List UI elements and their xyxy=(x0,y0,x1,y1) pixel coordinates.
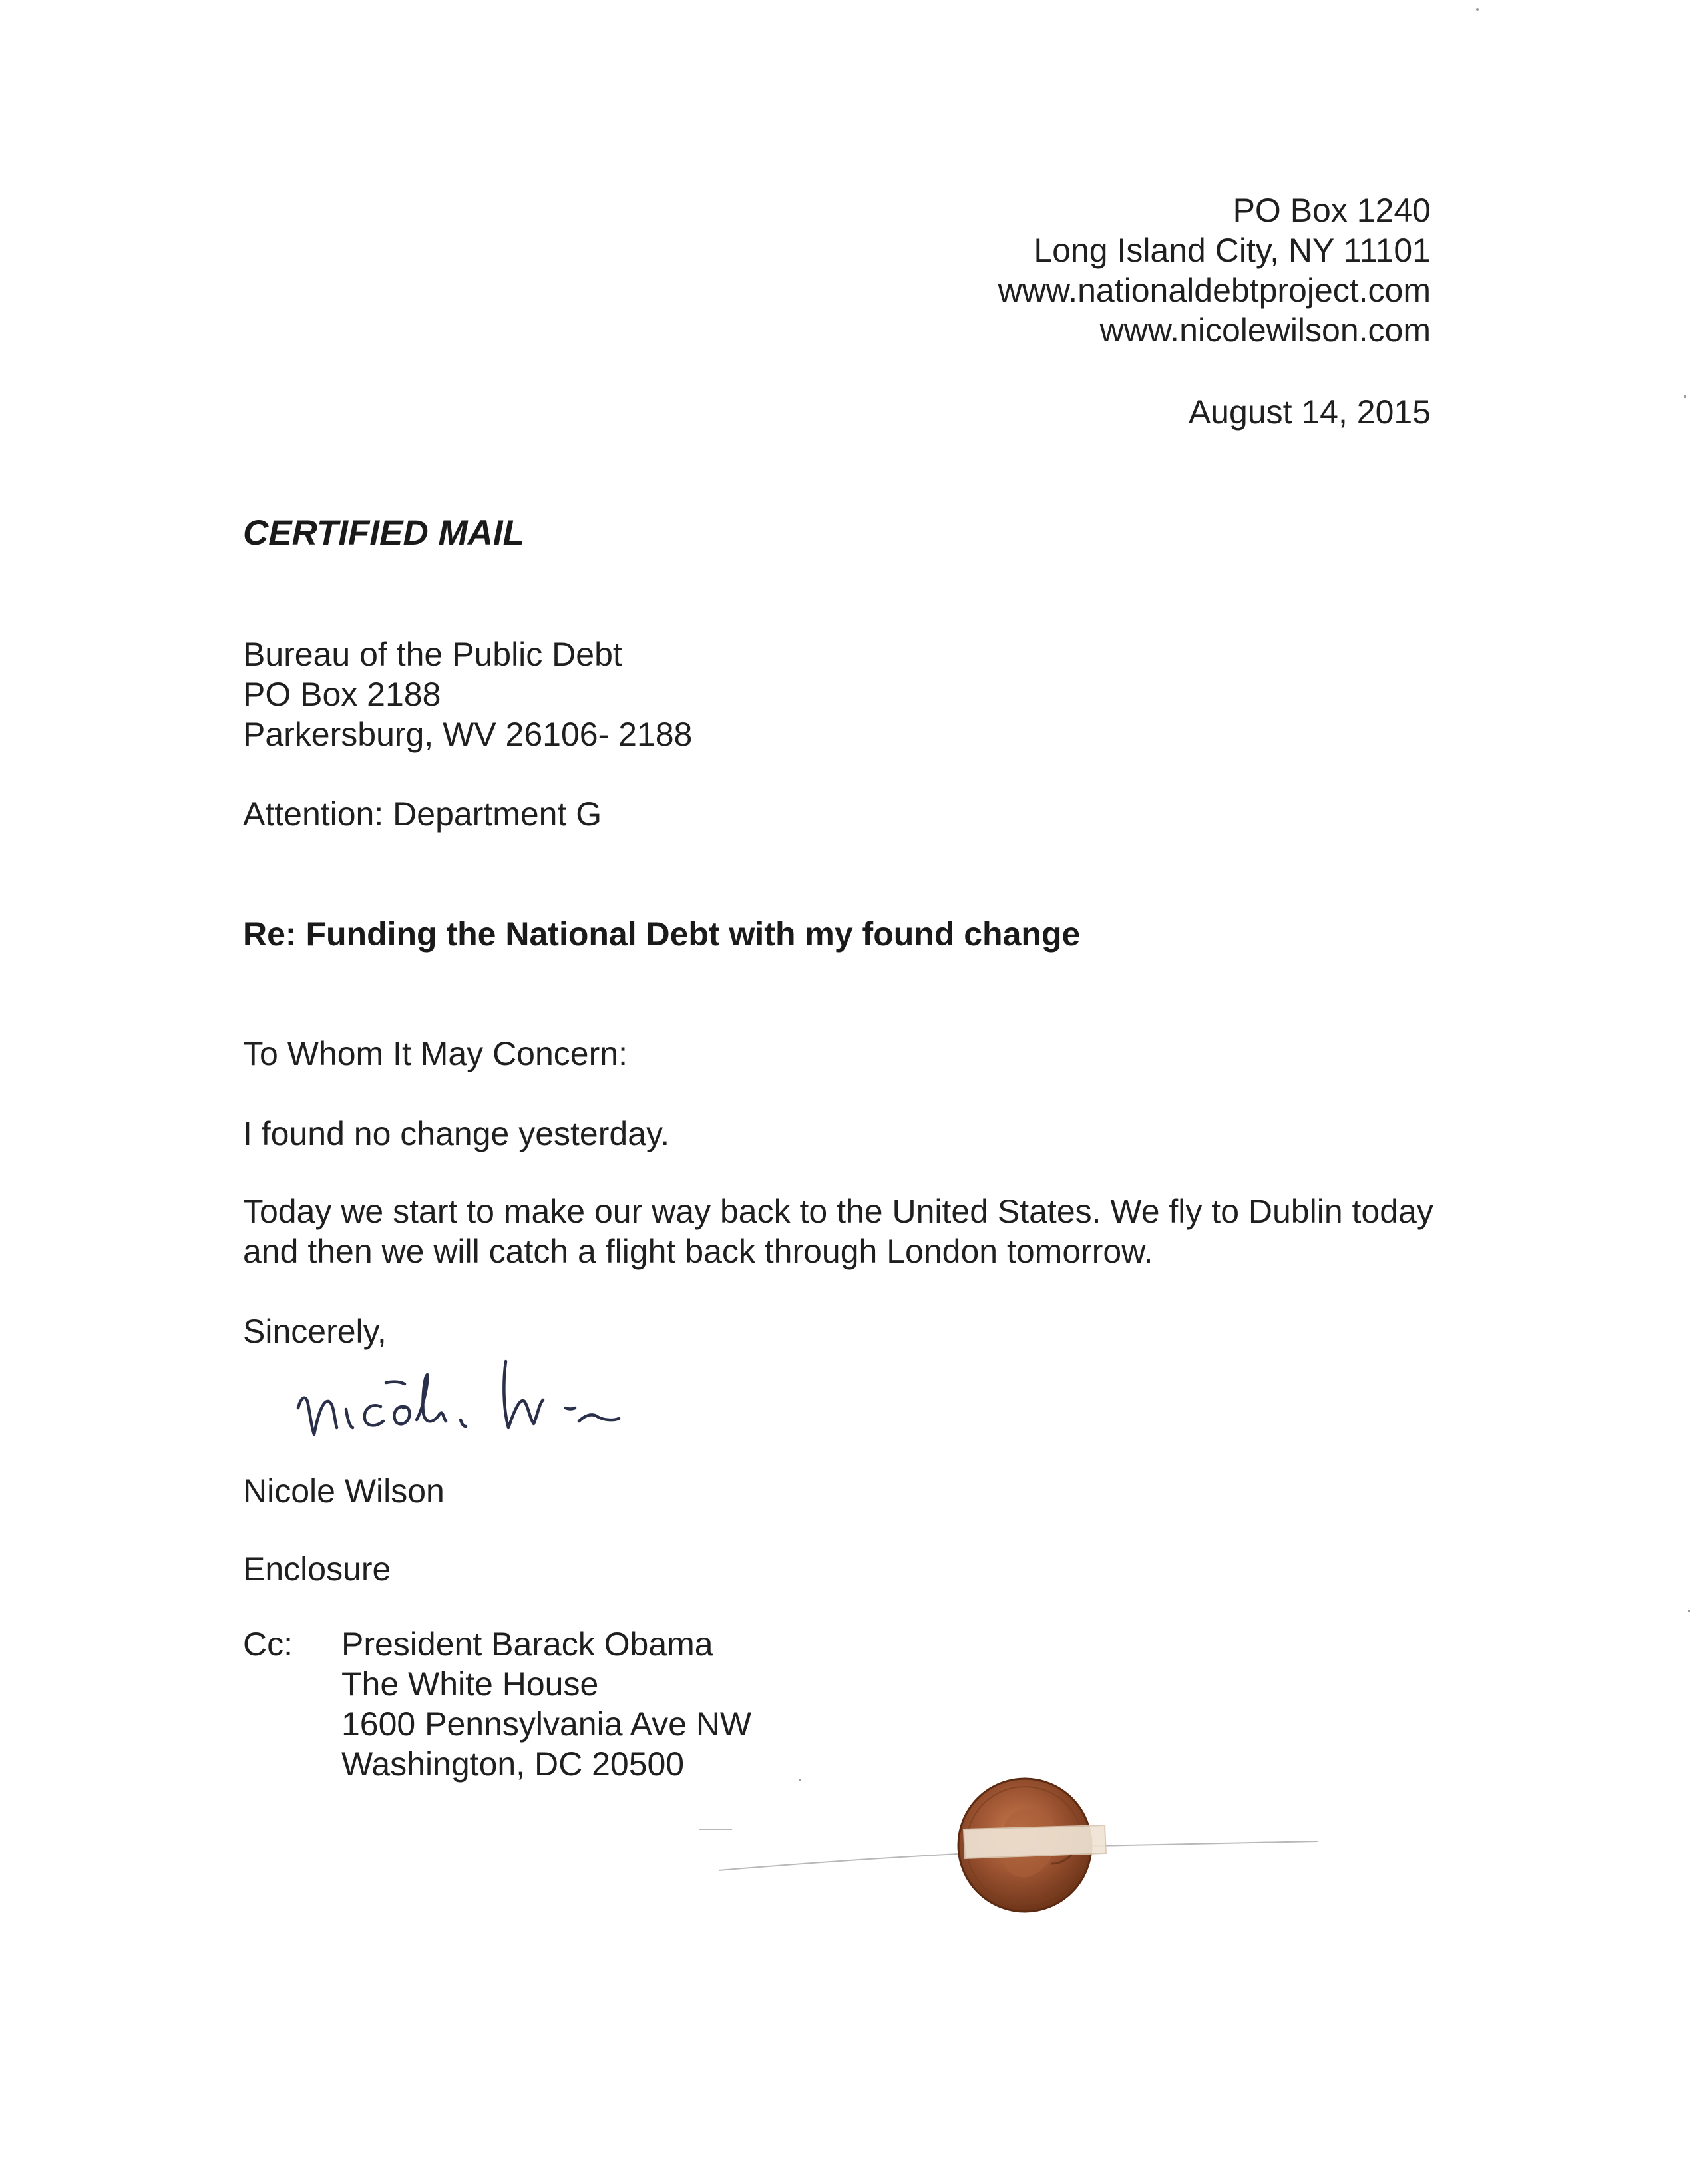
recipient-po-box: PO Box 2188 xyxy=(243,676,441,713)
recipient-name: Bureau of the Public Debt xyxy=(243,636,622,673)
recipient-address xyxy=(243,634,692,754)
scan-speck xyxy=(1688,1610,1690,1612)
handwritten-signature xyxy=(286,1335,699,1454)
cc-label: Cc: xyxy=(243,1626,293,1663)
paragraph-2-line-2: and then we will catch a flight back through London tomorrow. xyxy=(243,1233,1153,1270)
closing-text: Sincerely, xyxy=(243,1313,387,1350)
cc-org: The White House xyxy=(341,1665,599,1703)
paragraph-1-text: I found no change yesterday. xyxy=(243,1115,670,1152)
scan-speck xyxy=(1476,8,1479,11)
signer-name: Nicole Wilson xyxy=(243,1472,445,1510)
sender-website-1: www.nationaldebtproject.com xyxy=(998,272,1431,309)
sender-website-2: www.nicolewilson.com xyxy=(1099,312,1431,349)
sender-address xyxy=(998,190,1431,350)
body-paragraph-2 xyxy=(243,1192,1433,1271)
body-paragraph-1 xyxy=(243,1114,669,1154)
scan-speck xyxy=(799,1779,801,1781)
cc-address xyxy=(341,1624,751,1784)
sender-po-box: PO Box 1240 xyxy=(1232,192,1431,229)
scan-speck xyxy=(1684,395,1686,398)
taped-penny xyxy=(692,1764,1344,1924)
salutation xyxy=(243,1034,628,1074)
attention-text: Attention: Department G xyxy=(243,795,602,833)
cc-city: Washington, DC 20500 xyxy=(341,1745,685,1783)
letter-date: August 14, 2015 xyxy=(1188,393,1431,431)
recipient-city: Parkersburg, WV 26106- 2188 xyxy=(243,716,693,753)
sender-city: Long Island City, NY 11101 xyxy=(1034,232,1431,269)
cc-name: President Barack Obama xyxy=(341,1626,713,1663)
enclosure-text: Enclosure xyxy=(243,1550,391,1588)
enclosure-block xyxy=(243,1549,391,1589)
certified-mail-heading: CERTIFIED MAIL xyxy=(243,513,525,552)
cc-street: 1600 Pennsylvania Ave NW xyxy=(341,1705,752,1743)
attention-line xyxy=(243,794,602,834)
paragraph-2-line-1: Today we start to make our way back to the United States. We fly to Dublin today xyxy=(243,1193,1433,1230)
salutation-text: To Whom It May Concern: xyxy=(243,1035,628,1072)
subject-line: Re: Funding the National Debt with my found change xyxy=(243,915,1081,953)
tape-strip-icon xyxy=(964,1825,1106,1858)
signer-block xyxy=(243,1471,445,1511)
